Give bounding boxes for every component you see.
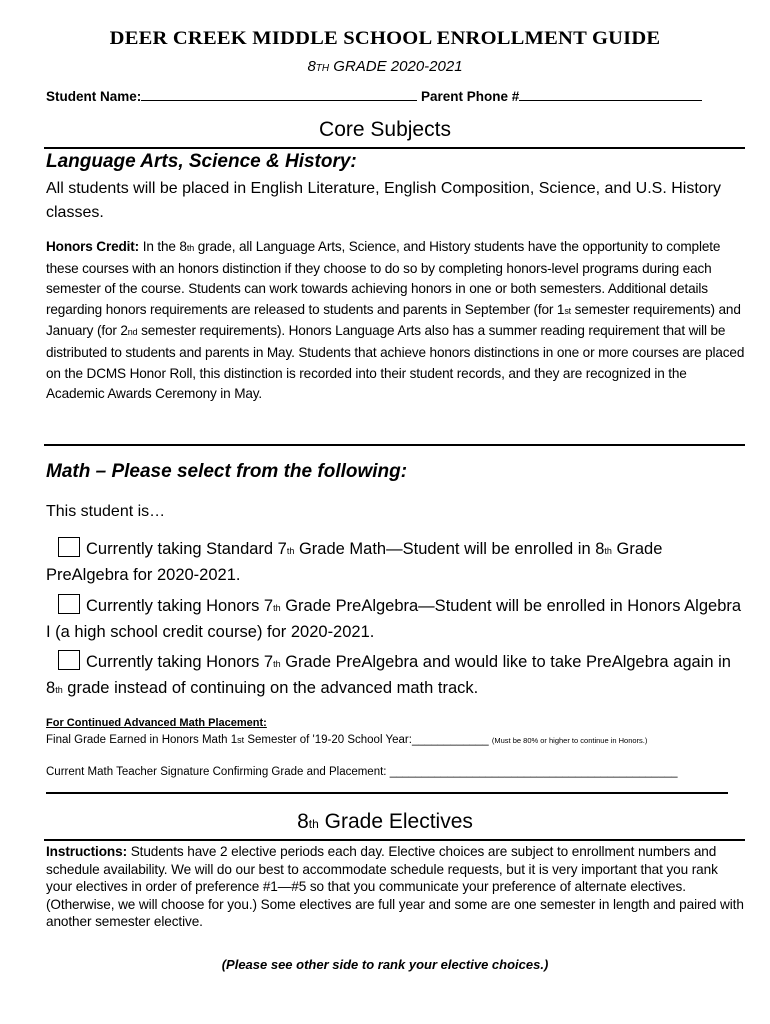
advanced-math-heading: For Continued Advanced Math Placement:: [46, 717, 267, 729]
instructions-label: Instructions:: [46, 844, 128, 859]
option-sup: th: [604, 546, 612, 556]
honors-credit-label: Honors Credit:: [46, 239, 140, 254]
electives-divider: [44, 839, 745, 841]
math-option-standard-checkbox[interactable]: [58, 537, 80, 557]
student-info-line: [46, 88, 702, 104]
honors-text-4: semester requirements). Honors Language Arts also has a summer reading requirement that will be distributed to students and parents in May. Students that achieve honors distinctions in one or more courses are placed on the DCMS Honor Roll, this distinction is recorded into their student records, and they are recognized in the Academic Awards Ceremony in May.: [46, 323, 745, 402]
option-text: Grade Math—Student will be enrolled in 8: [294, 540, 605, 558]
option-text: Grade PreAlgebra for 2020-2021.: [46, 540, 663, 584]
math-option-repeat-prealgebra: [46, 650, 746, 702]
student-name-field[interactable]: [141, 88, 417, 101]
footer-note: (Please see other side to rank your elective choices.): [221, 957, 549, 972]
electives-heading-num: 8: [297, 810, 309, 833]
parent-phone-field[interactable]: [519, 88, 702, 101]
honors-sup-3: nd: [127, 327, 138, 338]
signature-line: [46, 766, 678, 778]
electives-heading-text: Grade Electives: [318, 810, 473, 833]
math-option-standard: [46, 537, 746, 587]
instructions-text: Students have 2 elective periods each day. Elective choices are subject to enrollment numbers and schedule availability. We will do our best to accommodate schedule requests, but it is very important that you rank your electives in order of preference #1—#5 so that you communicate your preference of alternate electives. (Otherwise, we will choose for you.) Some electives are full year and some are one semester in length and paired with another semester elective.: [46, 844, 744, 930]
honors-credit-paragraph: [46, 237, 746, 405]
final-grade-note: (Must be 80% or higher to continue in Honors.): [491, 736, 648, 745]
honors-text-3: semester requirements) and January (for 2: [46, 301, 741, 339]
math-option-honors-algebra-checkbox[interactable]: [58, 594, 80, 614]
language-arts-text: All students will be placed in English Literature, English Composition, Science, and U.S. History classes.: [46, 180, 721, 221]
language-arts-heading: Language Arts, Science & History:: [46, 151, 357, 172]
option-text: Currently taking Standard 7: [86, 540, 287, 558]
option-text: Grade PreAlgebra and would like to take PreAlgebra again in 8: [46, 653, 731, 697]
option-sup: th: [273, 659, 281, 669]
option-text: Currently taking Honors 7: [86, 597, 274, 615]
student-name-label: Student Name:: [46, 89, 142, 104]
parent-phone-label: Parent Phone #: [421, 89, 520, 104]
final-grade-sup: st: [237, 735, 245, 745]
electives-top-divider: [46, 792, 728, 794]
page-title: DEER CREEK MIDDLE SCHOOL ENROLLMENT GUIDE: [109, 28, 661, 49]
option-text: grade instead of continuing on the advanced math track.: [62, 679, 479, 697]
final-grade-label-2: Semester of '19-20 School Year:: [244, 734, 412, 746]
electives-heading-sup: th: [308, 817, 319, 831]
final-grade-label: Final Grade Earned in Honors Math 1: [46, 734, 238, 746]
core-divider: [44, 147, 745, 149]
grade-number: 8: [307, 58, 316, 75]
option-text: Currently taking Honors 7: [86, 653, 274, 671]
honors-sup-1: th: [186, 243, 195, 253]
honors-sup-2: st: [564, 305, 572, 316]
electives-instructions: [46, 843, 746, 931]
math-heading: Math – Please select from the following:: [46, 461, 408, 482]
math-option-repeat-prealgebra-checkbox[interactable]: [58, 650, 80, 670]
option-text: Grade PreAlgebra—Student will be enrolled in Honors Algebra I (a high school credit course) for 2020-2021.: [46, 597, 742, 641]
option-sup: th: [286, 546, 295, 556]
math-intro: This student is…: [46, 503, 166, 520]
option-sup: th: [273, 603, 281, 613]
grade-suffix: TH: [315, 63, 330, 74]
math-option-honors-algebra: [46, 594, 746, 644]
grade-year-text: GRADE 2020-2021: [329, 58, 463, 75]
signature-field[interactable]: _____________________________________________: [389, 766, 678, 778]
grade-year-line: [0, 58, 770, 75]
final-grade-field[interactable]: ____________: [411, 734, 489, 746]
signature-label: Current Math Teacher Signature Confirming Grade and Placement:: [46, 766, 387, 778]
honors-text-2: grade, all Language Arts, Science, and History students have the opportunity to complete these courses with an honors distinction if they choose to do so by completing honors-level programs during each semester of the course. Students can work towards achieving honors in one or both semesters. Additional details regarding honors requirements are released to students and parents in September (for 1: [46, 239, 721, 317]
honors-text-1: In the 8: [139, 239, 187, 254]
final-grade-line: [46, 734, 647, 746]
electives-heading: [0, 810, 770, 834]
math-divider: [44, 444, 745, 446]
option-sup: th: [55, 685, 63, 695]
core-subjects-heading: Core Subjects: [319, 118, 451, 141]
